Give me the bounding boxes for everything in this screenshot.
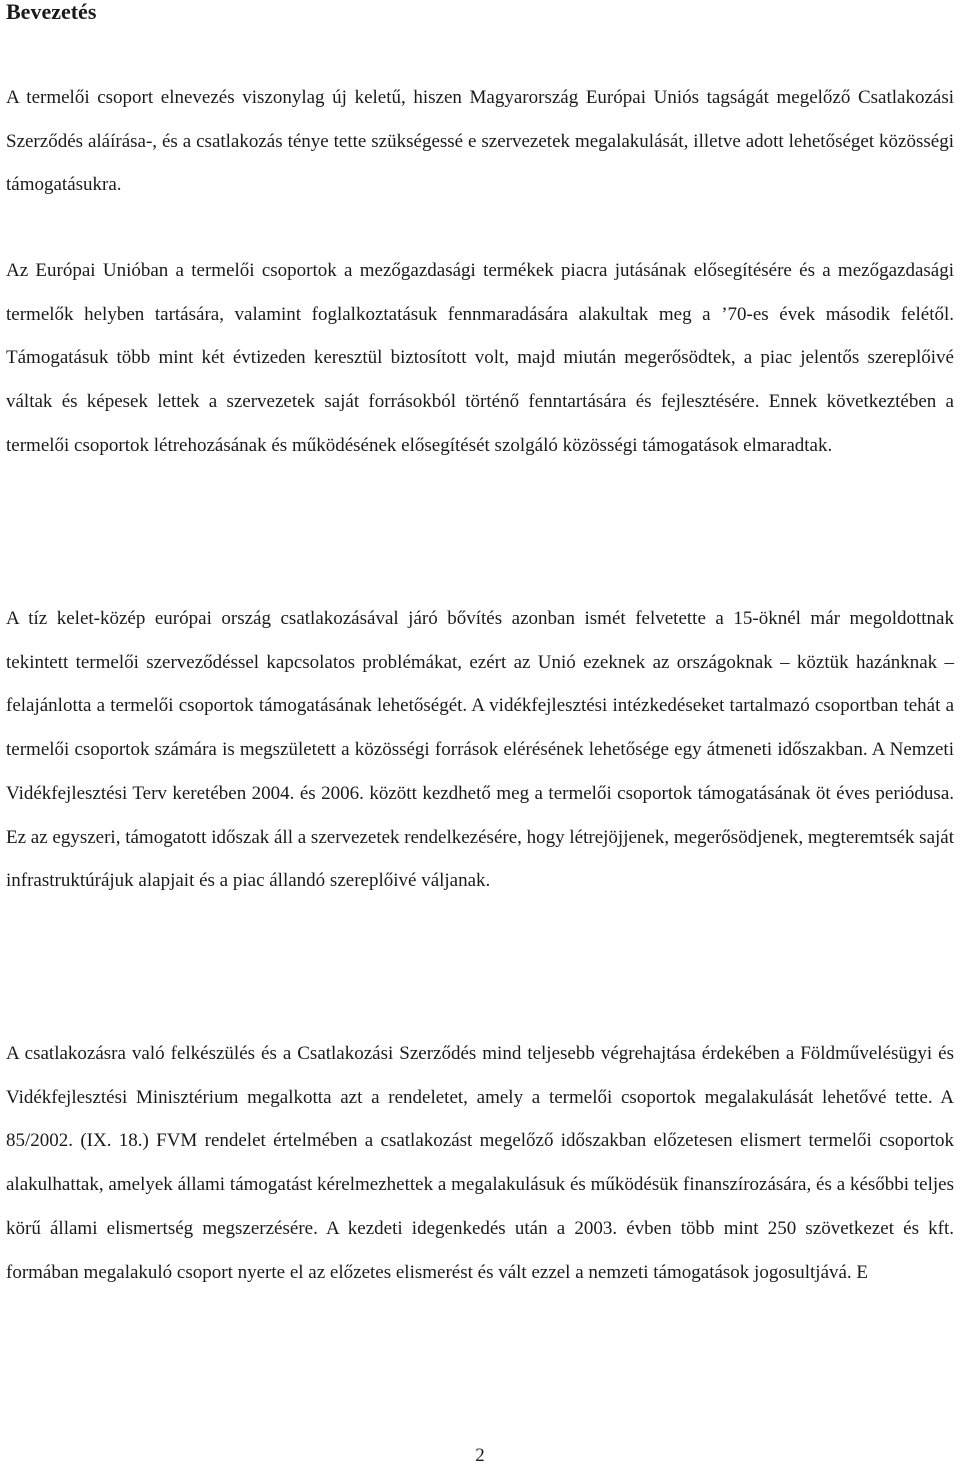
paragraph-1: A termelői csoport elnevezés viszonylag új keletű, hiszen Magyarország Európai Uniós tagságát megelőző Csatlakozási Szerződés aláírása-, és a csatlakozás ténye tette szükségessé e szervezetek megalakulását, illetve adott lehetőséget közösségi támogatásukra. — [6, 87, 954, 196]
paragraph-3: A tíz kelet-közép európai ország csatlakozásával járó bővítés azonban ismét felvetette a 15-öknél már megoldottnak tekintett termelői szerveződéssel kapcsolatos problémákat, ezért az Unió ezeknek az országoknak – köztük hazánknak – felajánlotta a termelői csoportok támogatásának lehetőségét. A vidékfejlesztési intézkedéseket tartalmazó csoportban tehát a termelői csoportok számára is megszületett a közösségi források elérésének lehetősége egy átmeneti időszakban. A Nemzeti Vidékfejlesztési Terv keretében 2004. és 2006. között kezdhető meg a termelői csoportok támogatásának öt éves periódusa. Ez az egyszeri, támogatott időszak áll a szervezetek rendelkezésére, hogy létrejöjjenek, megerősödjenek, megteremtsék saját infrastruktúrájuk alapjait és a piac állandó szereplőivé váljanak. — [6, 608, 954, 892]
section-heading: Bevezetés — [6, 0, 97, 24]
document-page — [6, 0, 954, 1468]
paragraph-4: A csatlakozásra való felkészülés és a Csatlakozási Szerződés mind teljesebb végrehajtása érdekében a Földművelésügyi és Vidékfejlesztési Minisztérium megalkotta azt a rendeletet, amely a termelői csoportok megalakulását lehetővé tette. A 85/2002. (IX. 18.) FVM rendelet értelmében a csatlakozást megelőző időszakban előzetesen elismert termelői csoportok alakulhattak, amelyek állami támogatást kérelmezhettek a megalakulásuk és működésük finanszírozására, és a későbbi teljes körű állami elismertség megszerzésére. A kezdeti idegenkedés után a 2003. évben több mint 250 szövetkezet és kft. formában megalakuló csoport nyerte el az előzetes elismerést és vált ezzel a nemzeti támogatások jogosultjává. E — [6, 1043, 954, 1283]
paragraph-2: Az Európai Unióban a termelői csoportok a mezőgazdasági termékek piacra jutásának elősegítésére és a mezőgazdasági termelők helyben tartására, valamint foglalkoztatásuk fennmaradására alakultak meg a ’70-es évek második felétől. Támogatásuk több mint két évtizeden keresztül biztosított volt, majd miután megerősödtek, a piac jelentős szereplőivé váltak és képesek lettek a szervezetek saját forrásokból történő fenntartására és fejlesztésére. Ennek következtében a termelői csoportok létrehozásának és működésének elősegítését szolgáló közösségi támogatások elmaradtak. — [6, 260, 954, 456]
page-number: 2 — [475, 1445, 485, 1466]
